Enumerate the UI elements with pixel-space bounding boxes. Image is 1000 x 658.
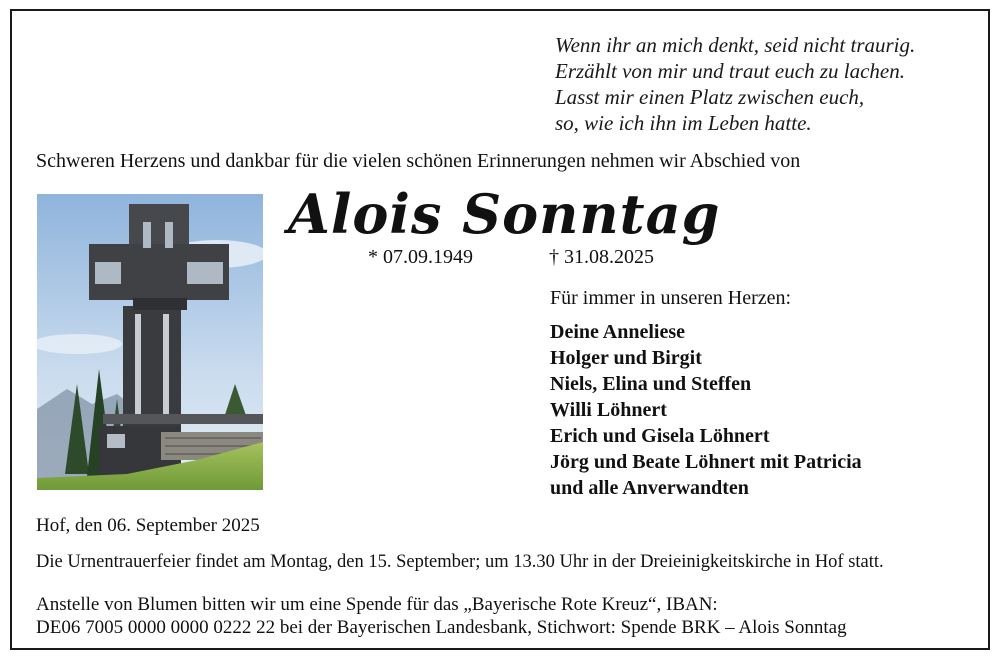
place-date: Hof, den 06. September 2025 [36, 515, 260, 536]
cross-tower-photo [37, 194, 263, 490]
mourner-name: Willi Löhnert [550, 399, 667, 421]
service-info: Die Urnentrauerfeier findet am Montag, den 15. September; um 13.30 Uhr in der Dreieinigkeitskirche in Hof statt. [36, 552, 884, 572]
deceased-name: Alois Sonntag [288, 182, 721, 246]
mourner-name: Niels, Elina und Steffen [550, 373, 752, 395]
mourners-list [550, 319, 862, 501]
birth-date: * 07.09.1949 [368, 246, 473, 268]
donation-info [36, 593, 847, 639]
donation-line: Anstelle von Blumen bitten wir um eine Spende für das „Bayerische Rote Kreuz“, IBAN: [36, 594, 718, 615]
mourner-name: und alle Anverwandten [550, 477, 749, 499]
poem-line: Lasst mir einen Platz zwischen euch, [555, 85, 865, 109]
donation-line: DE06 7005 0000 0000 0222 22 bei der Bayerischen Landesbank, Stichwort: Spende BRK – Alois Sonntag [36, 617, 847, 638]
intro-text: Schweren Herzens und dankbar für die vielen schönen Erinnerungen nehmen wir Abschied von [36, 150, 801, 172]
mourner-name: Holger und Birgit [550, 347, 702, 369]
poem-line: Erzählt von mir und traut euch zu lachen. [555, 59, 905, 83]
cross-tower-illustration [37, 194, 263, 490]
poem-line: Wenn ihr an mich denkt, seid nicht traurig. [555, 33, 916, 57]
mourner-name: Jörg und Beate Löhnert mit Patricia [550, 451, 862, 473]
poem [555, 32, 985, 136]
poem-line: so, wie ich ihn im Leben hatte. [555, 111, 812, 135]
forever-heading: Für immer in unseren Herzen: [550, 287, 792, 309]
mourner-name: Erich und Gisela Löhnert [550, 425, 770, 447]
death-date: † 31.08.2025 [549, 246, 654, 268]
mourner-name: Deine Anneliese [550, 321, 685, 343]
